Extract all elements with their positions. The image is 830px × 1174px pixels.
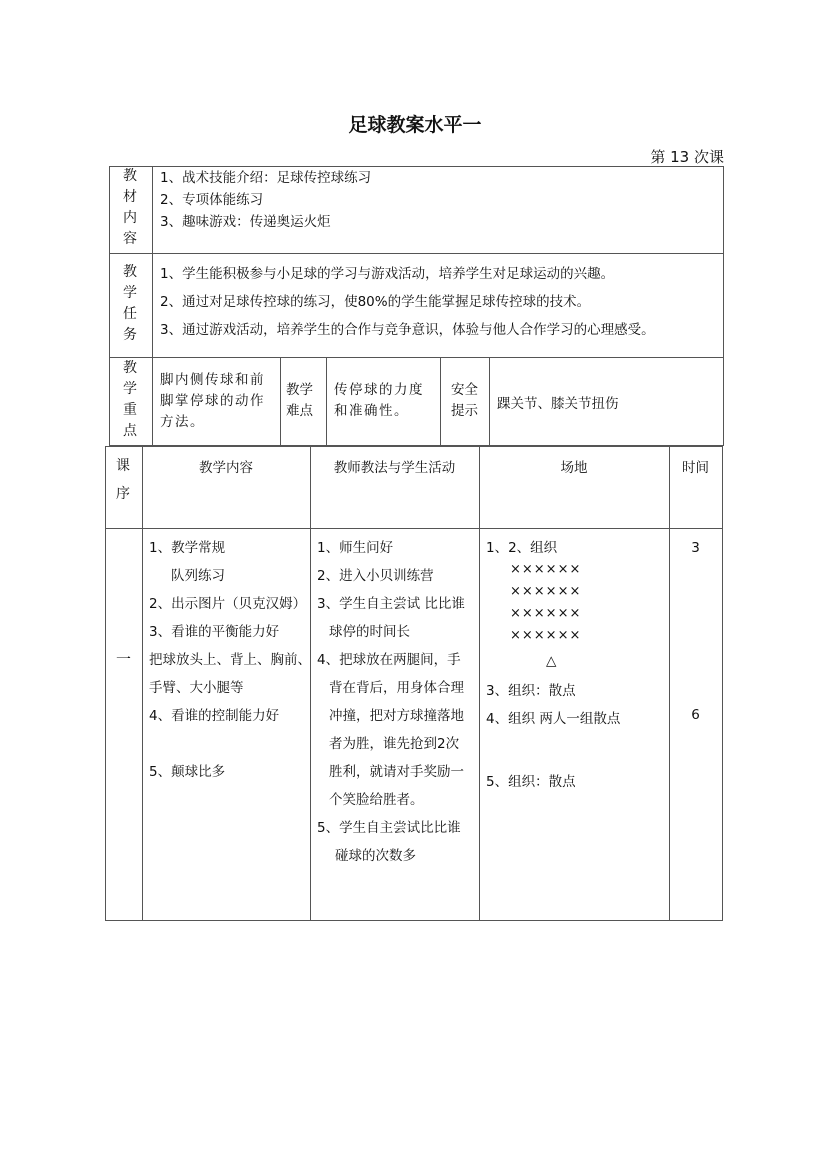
formation-row: ×××××× <box>510 606 582 621</box>
list-item: 2、进入小贝训练营 <box>317 568 434 584</box>
list-item: 1、学生能积极参与小足球的学习与游戏活动，培养学生对足球运动的兴趣。 <box>160 266 615 282</box>
formation-diagram <box>510 559 581 647</box>
list-item: 3、看谁的平衡能力好 <box>149 624 280 640</box>
list-item: 5、学生自主尝试比比谁 <box>317 820 461 836</box>
site-organization-4: 4、组织 两人一组散点 <box>486 711 621 727</box>
materials-list <box>160 167 371 233</box>
list-item: 4、把球放在两腿间，手 <box>317 652 461 668</box>
content-list <box>149 534 311 786</box>
divider <box>326 357 327 446</box>
list-item: 2、专项体能练习 <box>160 192 264 208</box>
divider <box>479 446 480 921</box>
divider <box>669 446 670 921</box>
tasks-label: 教 学 任 务 <box>123 264 137 343</box>
materials-label: 教 材 内 容 <box>123 168 137 247</box>
key-points-text: 脚内侧传球和前脚掌停球的动作方法。 <box>160 372 265 430</box>
list-item <box>149 730 311 758</box>
list-item: 个笑脸给胜者。 <box>329 792 424 808</box>
header-site: 场地 <box>560 460 588 476</box>
time-value: 3 <box>691 540 700 556</box>
list-item: 2、出示图片（贝克汉姆） <box>149 596 307 612</box>
list-item: 1、教学常规 <box>149 540 226 556</box>
list-item: 手臂、大小腿等 <box>149 680 244 696</box>
divider <box>280 357 281 446</box>
site-organization-5: 5、组织：散点 <box>486 774 576 790</box>
method-list <box>317 534 465 870</box>
list-item: 1、战术技能介绍：足球传控球练习 <box>160 170 372 186</box>
document-title: 足球教案水平一 <box>348 114 482 136</box>
list-item: 2、通过对足球传控球的练习，使80%的学生能掌握足球传控球的技术。 <box>160 294 591 310</box>
header-content: 教学内容 <box>199 460 253 476</box>
divider <box>440 357 441 446</box>
difficulty-label: 教学难点 <box>286 382 313 419</box>
list-item: 3、通过游戏活动，培养学生的合作与竞争意识，体验与他人合作学习的心理感受。 <box>160 322 655 338</box>
divider <box>142 446 143 921</box>
list-item: 3、学生自主尝试 比比谁 <box>317 596 465 612</box>
site-organization-1-2: 1、2、组织 <box>486 540 558 556</box>
tasks-list <box>160 260 655 344</box>
divider <box>489 357 490 446</box>
divider <box>152 166 153 446</box>
list-item: 把球放头上、背上、胸前、 <box>149 652 311 668</box>
list-item: 5、颠球比多 <box>149 764 226 780</box>
header-method: 教师教法与学生活动 <box>333 460 456 476</box>
key-points-label: 教 学 重 点 <box>123 360 137 439</box>
list-item: 者为胜，谁先抢到2次 <box>329 736 460 752</box>
list-item: 冲撞，把对方球撞落地 <box>329 708 464 724</box>
header-time: 时间 <box>682 460 709 476</box>
list-item: 1、师生问好 <box>317 540 394 556</box>
site-organization-3: 3、组织：散点 <box>486 683 576 699</box>
divider <box>105 528 723 529</box>
safety-label: 安全提示 <box>451 382 478 419</box>
safety-text: 踝关节、膝关节扭伤 <box>497 396 619 412</box>
difficulty-text: 传停球的力度和准确性。 <box>334 382 424 419</box>
lesson-number: 第 13 次课 <box>650 148 724 166</box>
time-value: 6 <box>691 707 700 723</box>
divider <box>109 357 724 358</box>
divider <box>109 253 724 254</box>
list-item: 球停的时间长 <box>329 624 410 640</box>
list-item: 碰球的次数多 <box>335 848 416 864</box>
list-item: 胜利，就请对手奖励一 <box>329 764 464 780</box>
formation-row: ×××××× <box>510 562 582 577</box>
teacher-triangle-icon: △ <box>546 653 557 669</box>
list-item: 队列练习 <box>171 568 225 584</box>
list-item: 背在背后，用身体合理 <box>329 680 464 696</box>
list-item: 4、看谁的控制能力好 <box>149 708 280 724</box>
header-order: 课 序 <box>116 458 130 502</box>
row-order: 一 <box>115 650 131 668</box>
list-item: 3、趣味游戏：传递奥运火炬 <box>160 214 331 230</box>
formation-row: ×××××× <box>510 584 582 599</box>
formation-row: ×××××× <box>510 628 582 643</box>
